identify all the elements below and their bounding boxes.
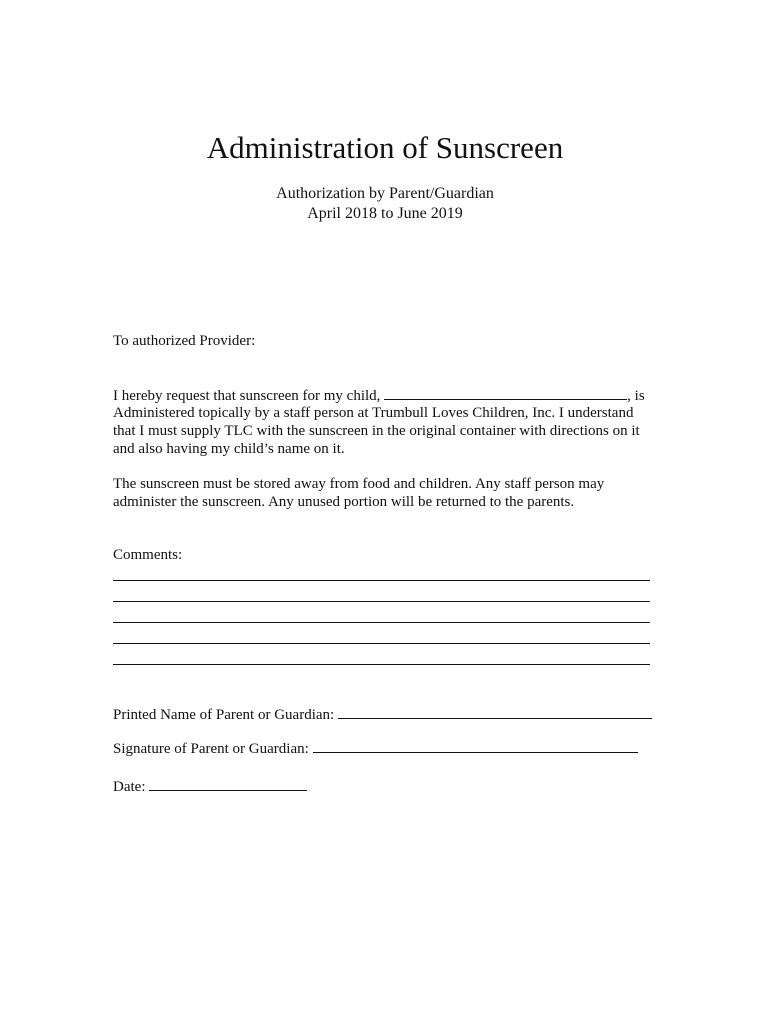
printed-name-field[interactable] <box>338 705 652 719</box>
printed-name-label: Printed Name of Parent or Guardian: <box>113 707 335 723</box>
comment-line-1[interactable] <box>113 580 650 581</box>
date-range: April 2018 to June 2019 <box>307 205 463 222</box>
request-line-2: Administered topically by a staff person at Trumbull Loves Children, Inc. I understand <box>113 405 634 421</box>
document-title: Administration of Sunscreen <box>206 130 564 165</box>
signature-field[interactable] <box>313 739 638 753</box>
request-line-3: that I must supply TLC with the sunscreen in the original container with directions on it <box>113 423 640 439</box>
date-field[interactable] <box>149 777 307 791</box>
comment-line-3[interactable] <box>113 622 650 623</box>
signature-row <box>113 739 673 759</box>
request-line-1 <box>113 386 673 406</box>
request-text: I hereby request that sunscreen for my child, <box>113 388 381 404</box>
storage-line-2: administer the sunscreen. Any unused portion will be returned to the parents. <box>113 494 575 510</box>
request-line-4: and also having my child’s name on it. <box>113 441 345 457</box>
document-subtitle: Authorization by Parent/Guardian <box>276 185 494 202</box>
comments-label: Comments: <box>113 547 183 563</box>
comment-line-4[interactable] <box>113 643 650 644</box>
comment-line-2[interactable] <box>113 601 650 602</box>
date-row <box>113 777 673 797</box>
salutation: To authorized Provider: <box>113 333 256 349</box>
date-label: Date: <box>113 779 146 795</box>
comment-line-5[interactable] <box>113 664 650 665</box>
child-name-field[interactable] <box>384 386 627 400</box>
signature-label: Signature of Parent or Guardian: <box>113 741 309 757</box>
request-text-end: , is <box>627 388 645 404</box>
storage-line-1: The sunscreen must be stored away from food and children. Any staff person may <box>113 476 605 492</box>
printed-name-row <box>113 705 673 725</box>
